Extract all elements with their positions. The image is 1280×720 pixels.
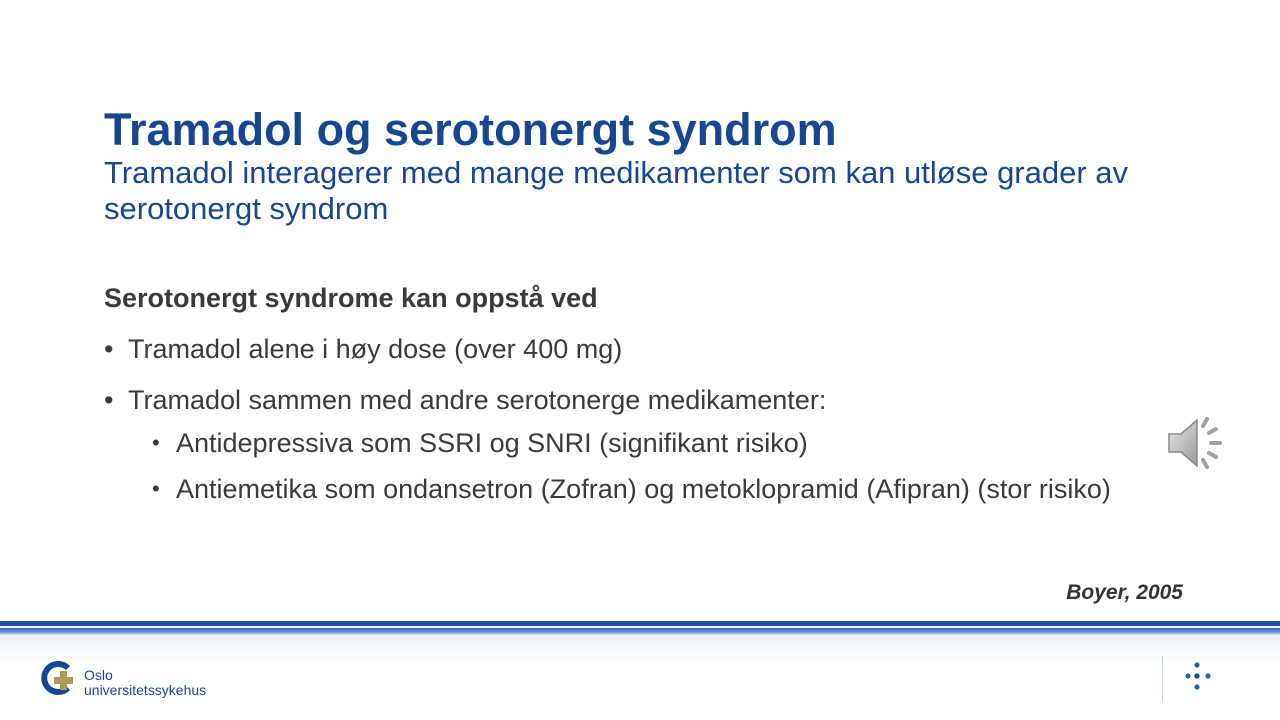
bullet-text: Tramadol sammen med andre serotonerge medikamenter: xyxy=(128,385,827,415)
footer-divider xyxy=(1162,656,1163,701)
section-heading: Serotonergt syndrome kan oppstå ved xyxy=(104,283,598,313)
bullet-text: Tramadol alene i høy dose (over 400 mg) xyxy=(128,334,623,364)
slide-title: Tramadol og serotonergt syndrom xyxy=(104,104,837,155)
bullet-dot: • xyxy=(104,385,114,415)
bullet-dot: • xyxy=(152,476,160,501)
hospital-logo-icon xyxy=(40,660,76,696)
sub-bullet-item xyxy=(152,425,1164,461)
footer-bar xyxy=(0,621,1280,635)
bullet-item xyxy=(104,330,1164,368)
bullet-item xyxy=(104,381,1164,419)
sub-bullet-item xyxy=(152,471,1164,507)
citation: Boyer, 2005 xyxy=(1066,581,1183,604)
sub-bullet-text: Antidepressiva som SSRI og SNRI (signifikant risiko) xyxy=(176,428,808,458)
bullet-dot: • xyxy=(152,430,160,455)
bullet-list xyxy=(104,330,1164,517)
sub-bullet-text: Antiemetika som ondansetron (Zofran) og metoklopramid (Afipran) (stor risiko) xyxy=(176,474,1111,504)
logo-line-1: Oslo xyxy=(84,667,113,683)
speaker-icon[interactable] xyxy=(1165,410,1231,476)
bullet-dot: • xyxy=(104,334,114,364)
dots-logo-icon xyxy=(1183,662,1215,694)
footer-background xyxy=(0,635,1280,720)
slide-subtitle: Tramadol interagerer med mange medikamenter som kan utløse grader av serotonergt syndrom xyxy=(104,155,1129,226)
logo-line-2: universitetssykehus xyxy=(84,682,207,698)
